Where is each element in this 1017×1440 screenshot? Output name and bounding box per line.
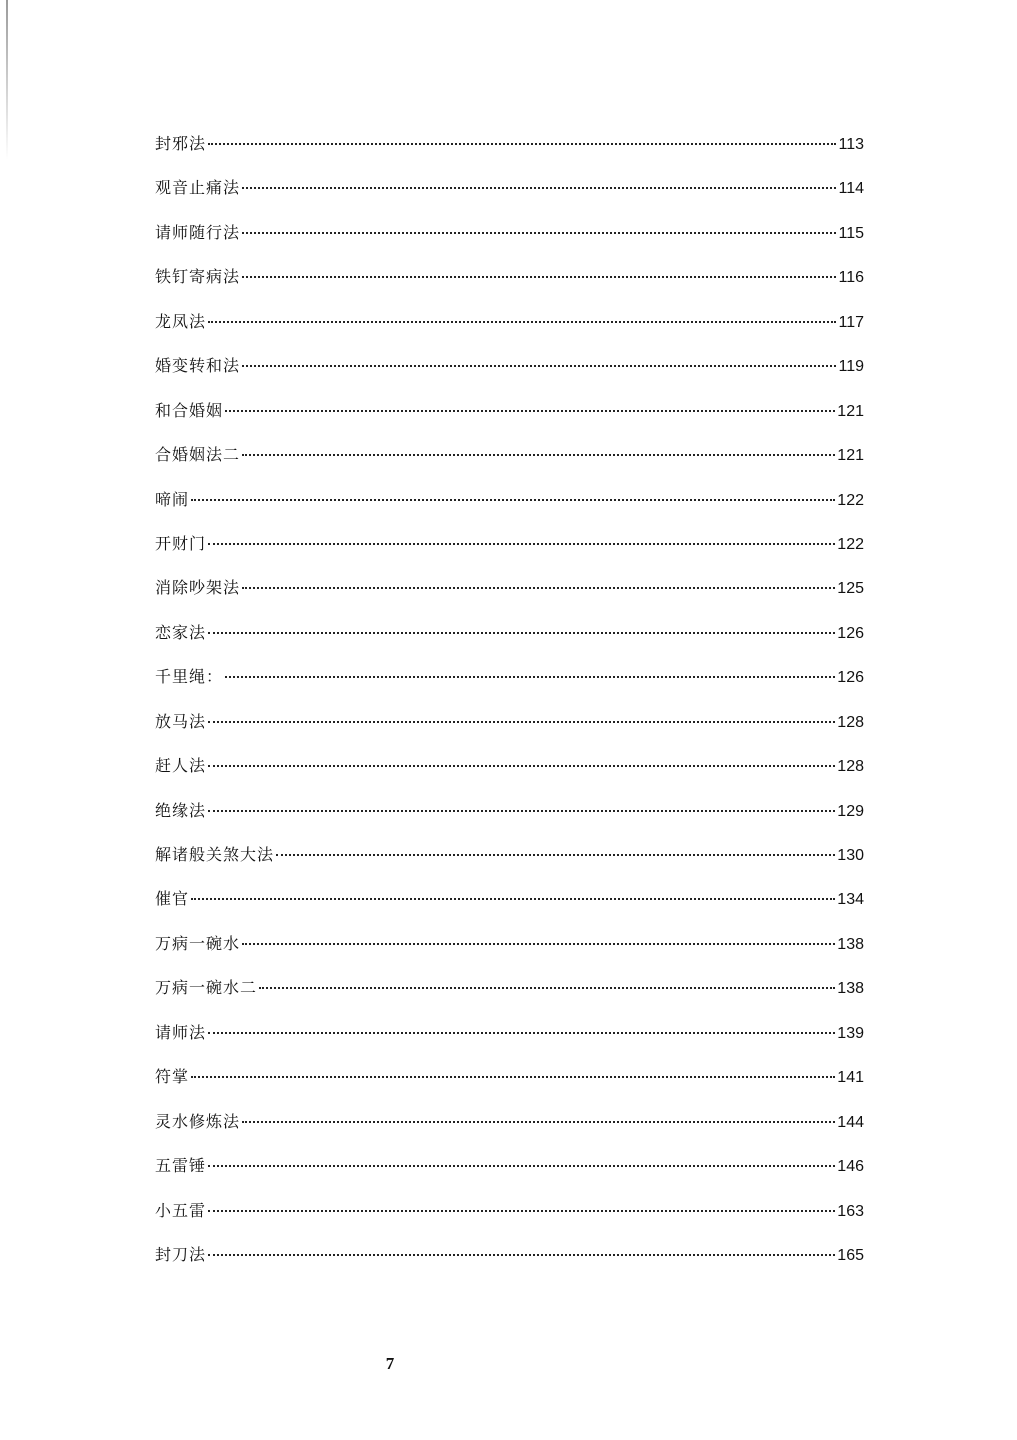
- toc-entry-title: 灵水修炼法: [155, 1111, 241, 1131]
- dot-leader: [208, 1032, 835, 1034]
- toc-entry[interactable]: [155, 263, 864, 307]
- dot-leader: [208, 810, 835, 812]
- toc-entry-page: 126: [837, 669, 864, 687]
- toc-entry-title: 赶人法: [155, 756, 207, 776]
- toc-entry[interactable]: [155, 574, 864, 618]
- toc-entry-page: 134: [837, 891, 864, 909]
- toc-entry[interactable]: [155, 663, 864, 707]
- toc-entry-page: 113: [838, 136, 864, 153]
- toc-entry-title: 恋家法: [155, 622, 207, 642]
- toc-entry-page: 121: [837, 402, 864, 420]
- toc-entry-page: 125: [837, 580, 864, 598]
- scan-edge-mark: [6, 0, 8, 160]
- toc-entry-title: 合婚姻法二: [155, 445, 241, 465]
- dot-leader: [259, 987, 835, 989]
- toc-entry[interactable]: [155, 1241, 864, 1285]
- dot-leader: [208, 765, 835, 767]
- toc-entry-title: 啼闹: [155, 489, 190, 509]
- toc-entry-page: 138: [837, 980, 864, 998]
- toc-entry-title: 符掌: [155, 1067, 190, 1087]
- toc-entry-title: 封刀法: [155, 1244, 207, 1264]
- toc-entry[interactable]: [155, 619, 864, 663]
- toc-entry-page: 122: [837, 491, 864, 509]
- toc-entry[interactable]: [155, 352, 864, 396]
- dot-leader: [208, 1254, 835, 1256]
- toc-entry-page: 139: [837, 1024, 864, 1042]
- dot-leader: [208, 721, 835, 723]
- toc-entry-page: 144: [837, 1113, 864, 1131]
- toc-entry-title: 万病一碗水: [155, 933, 241, 953]
- toc-entry-title: 五雷锤: [155, 1156, 207, 1176]
- toc-entry[interactable]: [155, 974, 864, 1018]
- toc-entry[interactable]: [155, 219, 864, 263]
- toc-entry[interactable]: [155, 174, 864, 218]
- toc-entry-title: 请师随行法: [155, 222, 241, 242]
- toc-entry-title: 铁钉寄病法: [155, 267, 241, 287]
- toc-entry-title: 万病一碗水二: [155, 978, 258, 998]
- toc-entry-title: 放马法: [155, 711, 207, 731]
- dot-leader: [242, 365, 836, 367]
- toc-entry-title: 开财门: [155, 533, 207, 553]
- dot-leader: [225, 410, 835, 412]
- toc-entry-page: 130: [837, 847, 864, 864]
- toc-entry-title: 观音止痛法: [155, 178, 241, 198]
- toc-entry-title: 绝缘法: [155, 800, 207, 820]
- toc-entry-page: 115: [838, 224, 864, 242]
- toc-entry[interactable]: [155, 397, 864, 441]
- toc-entry[interactable]: [155, 752, 864, 796]
- toc-entry-page: 129: [837, 802, 864, 820]
- toc-entry[interactable]: [155, 486, 864, 530]
- toc-entry-title: 请师法: [155, 1022, 207, 1042]
- toc-entry-page: 165: [837, 1246, 864, 1264]
- dot-leader: [208, 632, 835, 634]
- dot-leader: [242, 232, 836, 234]
- toc-entry-page: 163: [837, 1202, 864, 1220]
- toc-entry-title: 催官: [155, 889, 190, 909]
- toc-entry-page: 128: [837, 713, 864, 731]
- dot-leader: [242, 943, 835, 945]
- dot-leader: [191, 898, 835, 900]
- toc-entry[interactable]: [155, 308, 864, 352]
- toc-entry[interactable]: [155, 1108, 864, 1152]
- toc-entry[interactable]: [155, 1063, 864, 1107]
- toc-entry-title: 消除吵架法: [155, 578, 241, 598]
- toc-entry-page: 119: [838, 358, 864, 376]
- dot-leader: [242, 454, 835, 456]
- toc-entry-title: 千里绳：: [155, 667, 224, 687]
- toc-entry[interactable]: [155, 441, 864, 485]
- toc-entry[interactable]: [155, 1019, 864, 1063]
- toc-entry-title: 封邪法: [155, 134, 207, 153]
- toc-entry-page: 122: [837, 535, 864, 553]
- dot-leader: [208, 543, 835, 545]
- toc-entry[interactable]: [155, 841, 864, 885]
- toc-entry[interactable]: [155, 930, 864, 974]
- dot-leader: [208, 321, 836, 323]
- dot-leader: [242, 1121, 835, 1123]
- toc-entry[interactable]: [155, 1152, 864, 1196]
- toc-entry-page: 117: [838, 313, 864, 331]
- dot-leader: [276, 854, 835, 856]
- dot-leader: [208, 143, 836, 145]
- toc-entry-title: 小五雷: [155, 1200, 207, 1220]
- toc-entry-page: 128: [837, 758, 864, 776]
- dot-leader: [242, 276, 836, 278]
- toc-entry[interactable]: [155, 130, 864, 174]
- toc-entry[interactable]: [155, 1197, 864, 1241]
- toc-entry-title: 龙凤法: [155, 311, 207, 331]
- toc-entry-page: 121: [837, 447, 864, 465]
- toc-entry-page: 141: [837, 1069, 864, 1087]
- dot-leader: [208, 1165, 835, 1167]
- toc-entry-title: 和合婚姻: [155, 400, 224, 420]
- toc-entry[interactable]: [155, 708, 864, 752]
- dot-leader: [242, 587, 835, 589]
- toc-entry[interactable]: [155, 530, 864, 574]
- toc-entry-title: 婚变转和法: [155, 356, 241, 376]
- toc-entry[interactable]: [155, 797, 864, 841]
- dot-leader: [191, 1076, 835, 1078]
- dot-leader: [225, 676, 835, 678]
- toc-entry-title: 解诸般关煞大法: [155, 845, 275, 864]
- dot-leader: [208, 1210, 835, 1212]
- toc-entry[interactable]: [155, 885, 864, 929]
- page-number: 7: [385, 1354, 395, 1373]
- toc-entry-page: 114: [838, 180, 864, 198]
- table-of-contents: [155, 130, 864, 1285]
- toc-entry-page: 138: [837, 935, 864, 953]
- toc-entry-page: 116: [838, 269, 864, 287]
- dot-leader: [242, 187, 836, 189]
- toc-entry-page: 126: [837, 624, 864, 642]
- toc-entry-page: 146: [837, 1158, 864, 1176]
- dot-leader: [191, 499, 835, 501]
